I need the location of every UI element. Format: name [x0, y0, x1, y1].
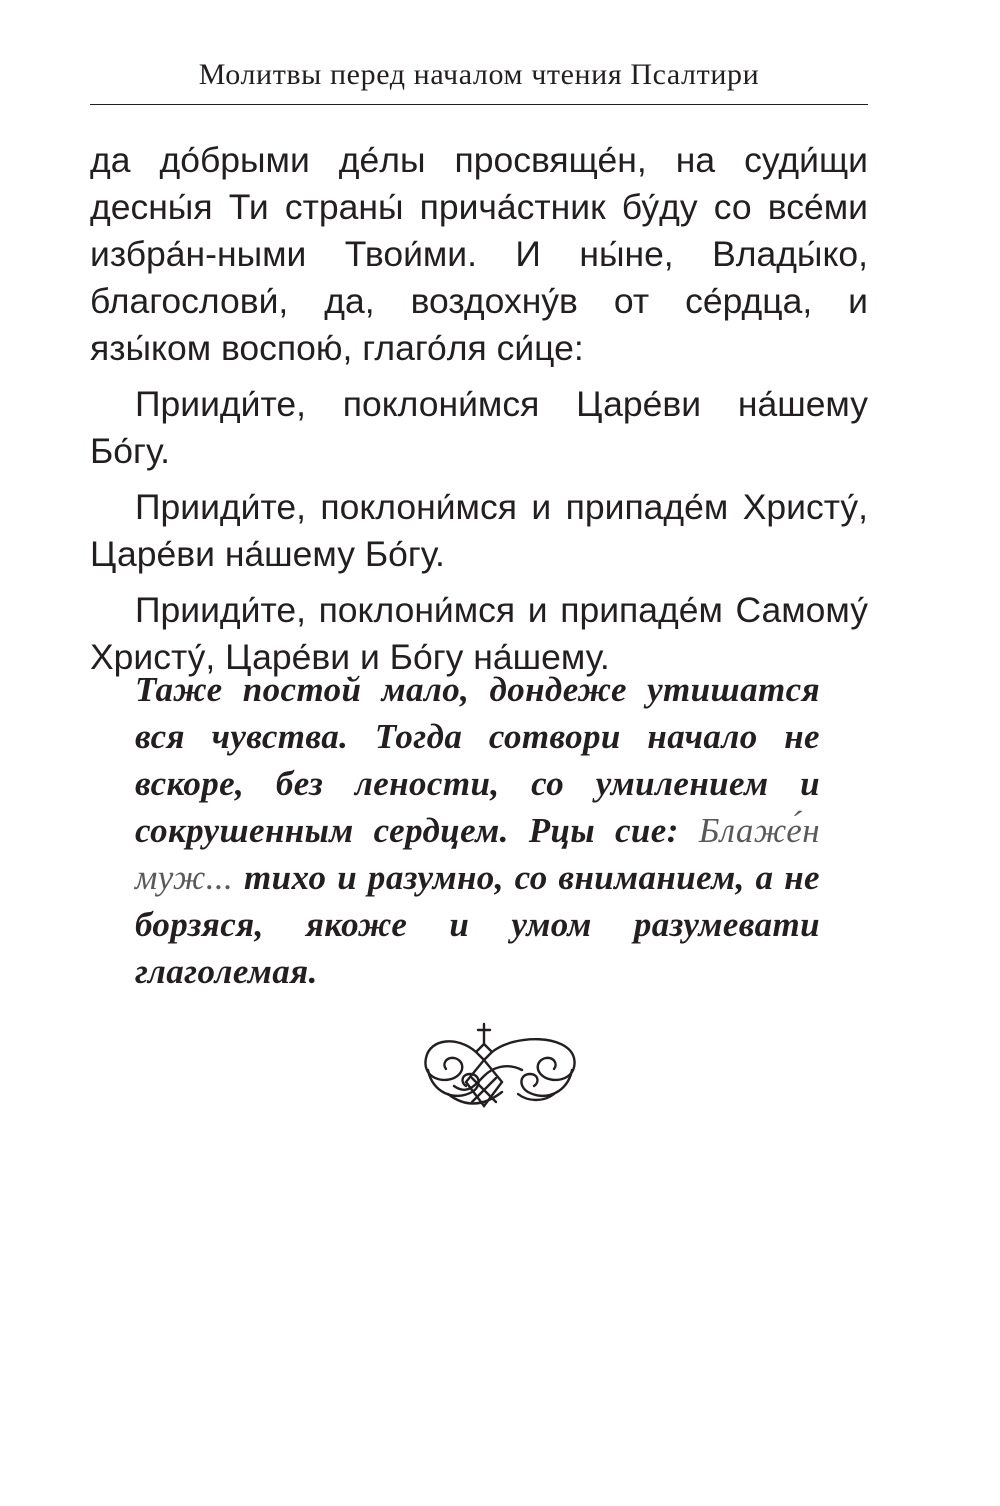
prayer-line: Ти страны́ прича́стник бу́ду со все́ми избра́н- — [90, 187, 868, 274]
prayer-line: да до́брыми де́лы просвяще́н, на суди́щи десны́я — [90, 140, 868, 227]
prayer-line: да, воздохну́в от се́рдца, и язы́ком воспою́, — [90, 281, 868, 368]
prayer-text — [90, 137, 868, 690]
prayer-line: глаго́ля си́це: — [362, 328, 584, 368]
rubric-text: Таже постой мало, дондеже утишатся вся чувства. Тогда сотвори начало не вскоре, без лености, со умилением и сокрушенным сердцем. Рцы сие: — [135, 670, 820, 850]
psalm-incipit: Блаже́н муж... — [135, 811, 820, 897]
invocation-2: Прииди́те, поклони́мся и припаде́м Христу́, Царе́ви на́шему Бо́гу. — [90, 487, 868, 574]
invocation-3: Прииди́те, поклони́мся и припаде́м Самому́ Христу́, Царе́ви и Бо́гу на́шему. — [90, 590, 868, 677]
rubric-instruction — [135, 666, 820, 995]
cross-ornament-icon — [418, 1022, 584, 1112]
prayer-paragraph — [90, 137, 868, 372]
rubric-text-end: тихо и разумно, со вниманием, а не борзяся, якоже и умом разумевати глаголемая. — [135, 858, 820, 991]
header-rule — [90, 104, 868, 105]
prayer-line: ными Твои́ми. И ны́не, Влады́ко, благослови́, — [90, 234, 868, 321]
running-title: Молитвы перед началом чтения Псалтири — [198, 58, 760, 91]
invocation-1: Прииди́те, поклони́мся Царе́ви на́шему Бо́гу. — [90, 384, 868, 471]
